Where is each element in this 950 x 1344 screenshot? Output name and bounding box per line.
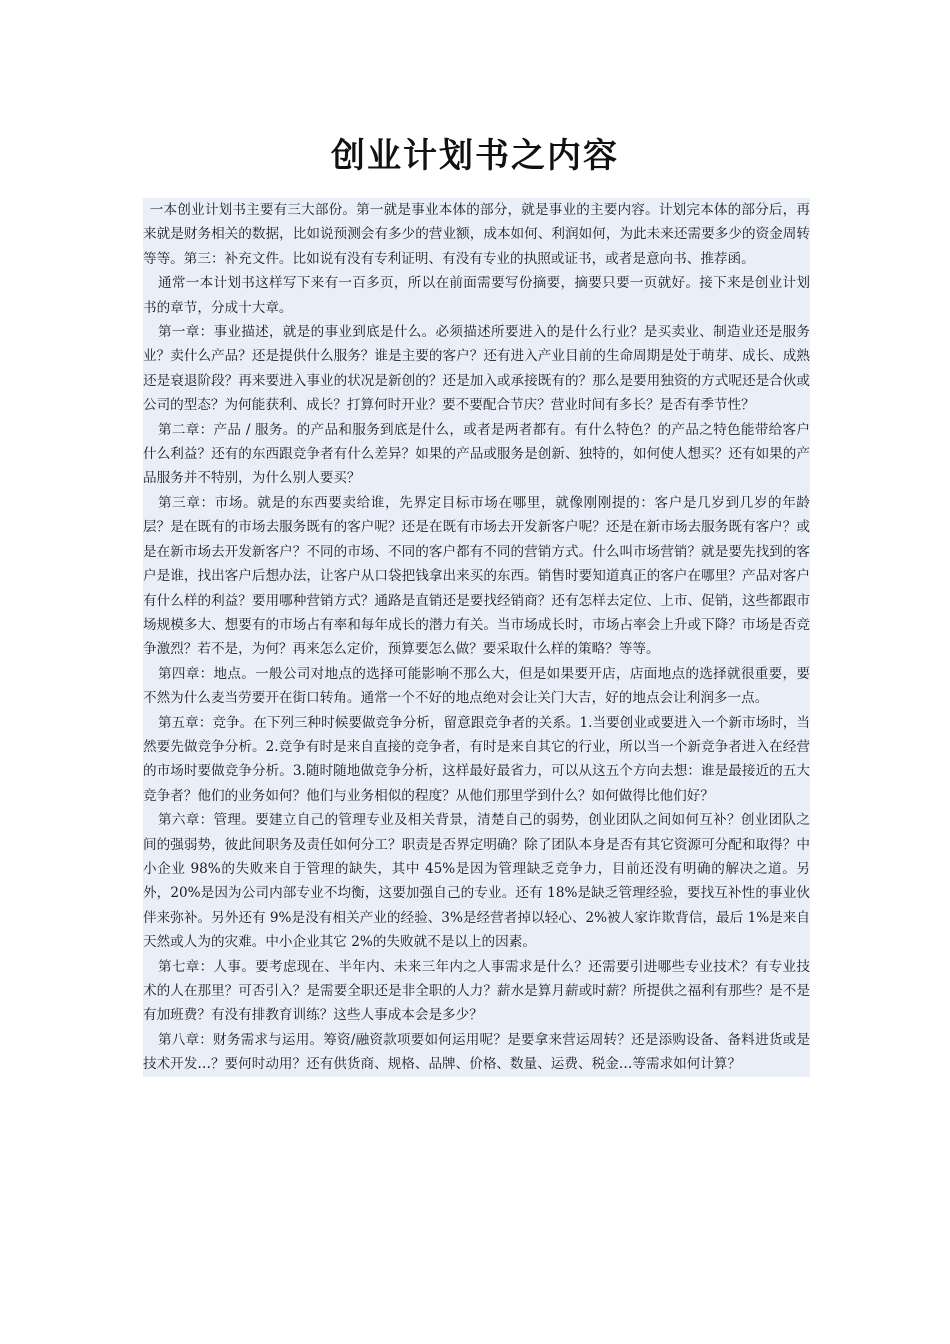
paragraph-chapter-8: 第八章：财务需求与运用。筹资/融资款项要如何运用呢？是要拿来营运周转？还是添购设备、备料进货或是技术开发…？要何时动用？还有供货商、规格、品牌、价格、数量、运费、税金…等需求如何计算？ [143,1031,810,1073]
paragraph-overview: 一本创业计划书主要有三大部份。第一就是事业本体的部分，就是事业的主要内容。计划完本体的部分后，再来就是财务相关的数据，比如说预测会有多少的营业额，成本如何、利润如何，为此未来还需要多少的资金周转等等。第三：补充文件。比如说有没有专利证明、有没有专业的执照或证书，或者是意向书、推荐函。 [143,202,810,267]
document-body [143,198,810,1077]
paragraph-chapter-2: 第二章：产品 / 服务。的产品和服务到底是什么，或者是两者都有。有什么特色？的产品之特色能带给客户什么利益？还有的东西跟竞争者有什么差异？如果的产品或服务是创新、独特的，如何使人想买？还有如果的产品服务并不特别，为什么别人要买？ [143,421,810,487]
paragraph-chapter-4: 第四章：地点。一般公司对地点的选择可能影响不那么大，但是如果要开店，店面地点的选择就很重要，要不然为什么麦当劳要开在街口转角。通常一个不好的地点绝对会让关门大吉，好的地点会让利润多一点。 [143,665,810,707]
paragraph-chapter-3: 第三章：市场。就是的东西要卖给谁，先界定目标市场在哪里，就像刚刚提的：客户是几岁到几岁的年龄层？是在既有的市场去服务既有的客户呢？还是在既有市场去开发新客户呢？还是在新市场去服务既有客户？或是在新市场去开发新客户？不同的市场、不同的客户都有不同的营销方式。什么叫市场营销？就是要先找到的客户是谁，找出客户后想办法，让客户从口袋把钱拿出来买的东西。销售时要知道真正的客户在哪里？产品对客户有什么样的利益？要用哪种营销方式？通路是直销还是要找经销商？还有怎样去定位、上市、促销，这些都跟市场规模多大、想要有的市场占有率和每年成长的潜力有关。当市场成长时，市场占率会上升或下降？市场是否竞争激烈？若不是，为何？再来怎么定价，预算要怎么做？要采取什么样的策略？等等。 [143,494,810,658]
paragraph-summary: 通常一本计划书这样写下来有一百多页，所以在前面需要写份摘要，摘要只要一页就好。接下来是创业计划书的章节，分成十大章。 [143,275,810,316]
paragraph-chapter-7: 第七章：人事。要考虑现在、半年内、未来三年内之人事需求是什么？还需要引进哪些专业技术？有专业技术的人在那里？可否引入？是需要全职还是非全职的人力？薪水是算月薪或时薪？所提供之福利有那些？是不是有加班费？有没有排教育训练？这些人事成本会是多少？ [143,958,810,1024]
paragraph-chapter-1: 第一章：事业描述，就是的事业到底是什么。必须描述所要进入的是什么行业？是买卖业、制造业还是服务业？卖什么产品？还是提供什么服务？谁是主要的客户？还有进入产业目前的生命周期是处于萌芽、成长、成熟还是衰退阶段？再来要进入事业的状况是新创的？还是加入或承接既有的？那么是要用独资的方式呢还是合伙或公司的型态？为何能获利、成长？打算何时开业？要不要配合节庆？营业时间有多长？是否有季节性？ [143,324,810,414]
page-title: 创业计划书之内容 [331,136,619,176]
paragraph-chapter-6: 第六章：管理。要建立自己的管理专业及相关背景，清楚自己的弱势，创业团队之间如何互补？创业团队之间的强弱势，彼此间职务及责任如何分工？职责是否界定明确？除了团队本身是否有其它资源可分配和取得？中小企业 98%的失败来自于管理的缺失，其中 45%是因为管理缺乏竞争力，目前还没有明确的解决之道。另外，20%是因为公司内部专业不均衡，这要加强自己的专业。还有 18%是缺乏管理经验，要找互补性的事业伙伴来弥补。另外还有 9%是没有相关产业的经验、3%是经营者掉以轻心、2%被人家诈欺背信，最后 1%是来自天然或人为的灾难。中小企业其它 2%的失败就不是以上的因素。 [143,812,810,951]
paragraph-chapter-5: 第五章：竞争。在下列三种时候要做竞争分析，留意跟竞争者的关系。1.当要创业或要进入一个新市场时，当然要先做竞争分析。2.竞争有时是来自直接的竞争者，有时是来自其它的行业，所以当一个新竞争者进入在经营的市场时要做竞争分析。3.随时随地做竞争分析，这样最好最省力，可以从这五个方向去想：谁是最接近的五大竞争者？他们的业务如何？他们与业务相似的程度？从他们那里学到什么？如何做得比他们好？ [143,714,810,804]
